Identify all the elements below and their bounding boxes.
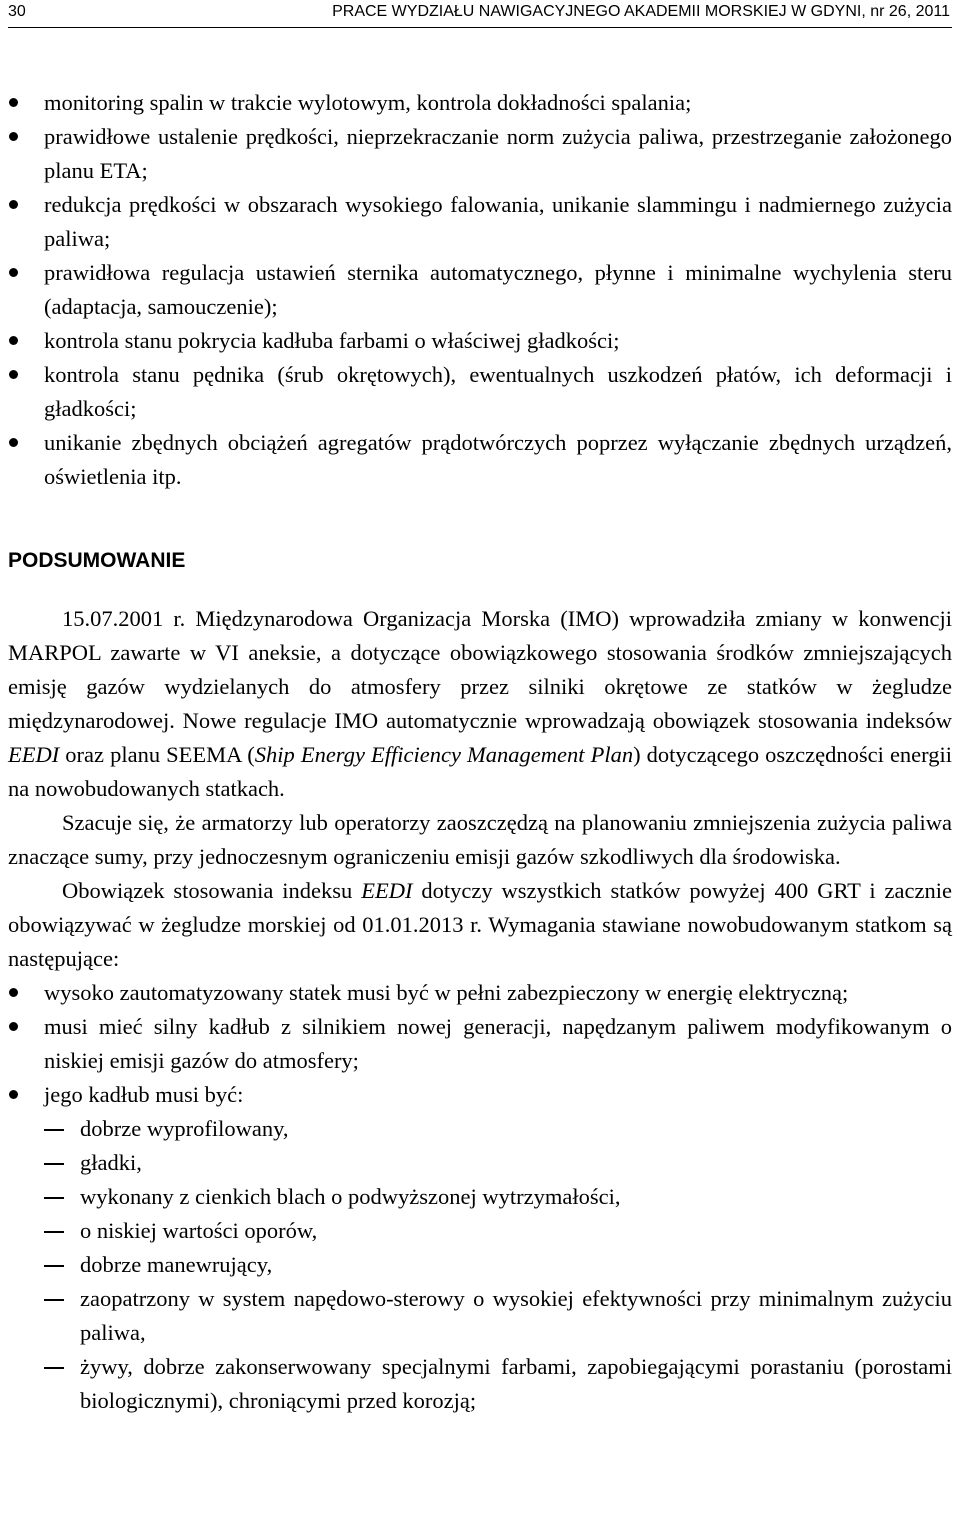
term-eedi: EEDI [8,742,60,767]
list-item: unikanie zbędnych obciążeń agregatów prądotwórczych poprzez wyłączanie zbędnych urządzeń, oświetlenia itp. [8,426,952,494]
text-run: ) dotyczącego oszczędności energii na nowobudowanych statkach. [8,742,953,801]
list-item: żywy, dobrze zakonserwowany specjalnymi farbami, zapobiegającymi porastaniu (porostami biologicznymi), chroniącymi przed korozją; [8,1350,952,1418]
term-seema-full: Ship Energy Efficiency Management Plan [254,742,634,767]
measures-list [8,86,952,494]
list-item: zaopatrzony w system napędowo-sterowy o wysokiej efektywności przy minimalnym zużyciu paliwa, [8,1282,952,1350]
list-item: monitoring spalin w trakcie wylotowym, kontrola dokładności spalania; [8,86,952,120]
page-number: 30 [8,3,26,20]
list-item: gładki, [8,1146,952,1180]
list-item: wykonany z cienkich blach o podwyższonej wytrzymałości, [8,1180,952,1214]
list-item: prawidłowa regulacja ustawień sternika automatycznego, płynne i minimalne wychylenia steru (adaptacja, samouczenie); [8,256,952,324]
list-item: prawidłowe ustalenie prędkości, nieprzekraczanie norm zużycia paliwa, przestrzeganie założonego planu ETA; [8,120,952,188]
list-item: dobrze wyprofilowany, [8,1112,952,1146]
list-item: wysoko zautomatyzowany statek musi być w pełni zabezpieczony w energię elektryczną; [8,976,952,1010]
list-item: dobrze manewrujący, [8,1248,952,1282]
list-item: musi mieć silny kadłub z silnikiem nowej generacji, napędzanym paliwem modyfikowanym o niskiej emisji gazów do atmosfery; [8,1010,952,1078]
text-run: dotyczy wszystkich statków powyżej 400 GRT i zacznie obowiązywać w żegludze morskiej od 01.01.2013 r. Wymagania stawiane nowobudowanym statkom są następujące: [8,878,952,971]
running-header [8,0,952,24]
header-rule [8,27,952,28]
paragraph-eedi-obligation [8,874,952,976]
text-run: Obowiązek stosowania indeksu [62,878,362,903]
list-item: jego kadłub musi być: [8,1078,952,1112]
list-item: o niskiej wartości oporów, [8,1214,952,1248]
text-run: 15.07.2001 r. Międzynarodowa Organizacja Morska (IMO) wprowadziła zmiany w konwencji MARPOL zawarte w VI aneksie, a dotyczące obowiązkowego stosowania środków zmniejszających emisję gazów wydzielanych do atmosfery przez silniki okrętowe ze statków w żegludze międzynarodowej. Nowe regulacje IMO automatycznie wprowadzają obowiązek stosowania indeksów [8,606,952,733]
section-heading: PODSUMOWANIE [8,549,186,572]
requirements-list [8,976,952,1112]
hull-requirements-list [8,1112,952,1418]
text-run: oraz planu SEEMA ( [59,742,255,767]
paragraph-imo [8,602,952,806]
term-eedi: EEDI [361,878,413,903]
journal-title: PRACE WYDZIAŁU NAWIGACYJNEGO AKADEMII MORSKIEJ W GDYNI, nr 26, 2011 [332,3,950,20]
list-item: kontrola stanu pędnika (śrub okrętowych), ewentualnych uszkodzeń płatów, ich deformacji i gładkości; [8,358,952,426]
list-item: redukcja prędkości w obszarach wysokiego falowania, unikanie slammingu i nadmiernego zużycia paliwa; [8,188,952,256]
page-body [8,86,952,1418]
list-item: kontrola stanu pokrycia kadłuba farbami o właściwej gładkości; [8,324,952,358]
paragraph-savings: Szacuje się, że armatorzy lub operatorzy zaoszczędzą na planowaniu zmniejszenia zużycia paliwa znaczące sumy, przy jednoczesnym ograniczeniu emisji gazów szkodliwych dla środowiska. [8,810,952,869]
